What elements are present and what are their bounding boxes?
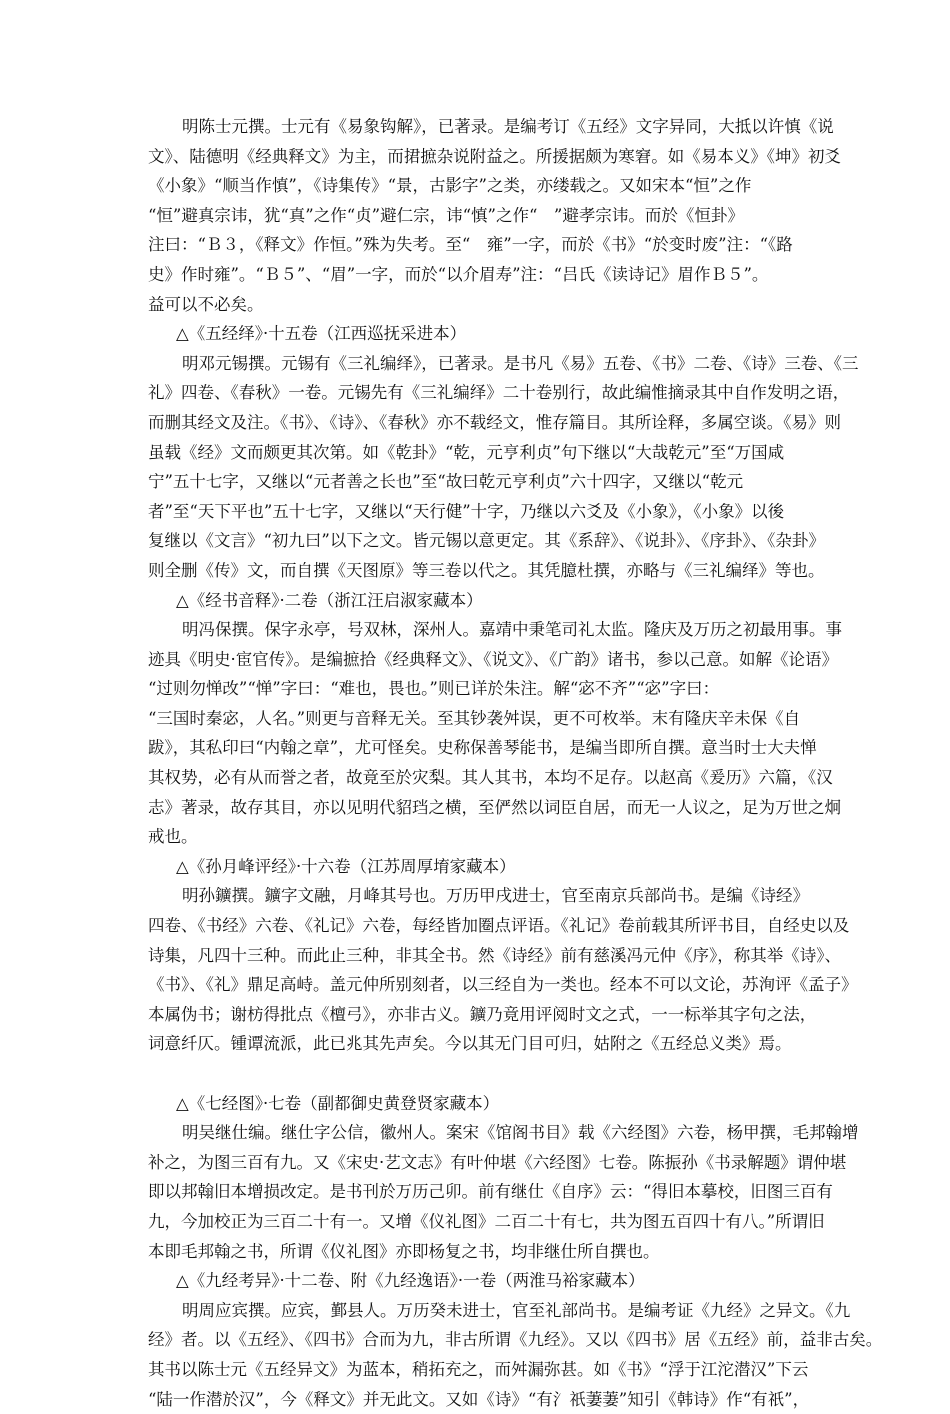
paragraph-line: 明邓元锡撰。元锡有《三礼编绎》，已著录。是书凡《易》五卷、《书》二卷、《诗》三卷、《三	[182, 353, 859, 373]
entry-heading: △《九经考异》·十二卷、附《九经逸语》·一卷（两淮马裕家藏本）	[176, 1271, 645, 1291]
paragraph-line: 益可以不必矣。	[148, 294, 264, 314]
paragraph-line: 戒也。	[148, 827, 198, 847]
paragraph-gap	[148, 1059, 808, 1089]
paragraph-line: 明陈士元撰。士元有《易象钩解》，已著录。是编考订《五经》文字异同，大抵以许慎《说	[182, 117, 834, 136]
paragraph-line: 注曰：“Ｂ３，《释文》作恒。”殊为失考。至“ 雍”一字，而於《书》“於变时废”注：“《路	[148, 235, 793, 255]
paragraph-line: 明周应宾撰。应宾，鄞县人。万历癸未进士，官至礼部尚书。是编考证《九经》之异文。《九	[182, 1300, 851, 1320]
paragraph-line: 其书以陈士元《五经异文》为蓝本，稍拓充之，而舛漏弥甚。如《书》“浮于江沱潜汉”下云	[148, 1359, 809, 1379]
paragraph-line: 志》著录，故存其目，亦以见明代貂珰之横，至俨然以词臣自居，而无一人议之，足为万世之炯	[148, 797, 841, 817]
paragraph-line: “恒”避真宗讳，犹“真”之作“贞”避仁宗，讳“慎”之作“ ”避孝宗讳。而於《恒卦》	[148, 205, 744, 225]
entry-paragraph	[148, 1296, 883, 1414]
paragraph-line: 经》者。以《五经》、《四书》合而为九，非古所谓《九经》。又以《四书》居《五经》前，益非古矣。	[148, 1330, 883, 1350]
paragraph-line: 礼》四卷、《春秋》一卷。元锡先有《三礼编绎》二十卷别行，故此编惟摘录其中自作发明之语，	[148, 383, 850, 403]
entry-heading: △《经书音释》·二卷（浙江汪启淑家藏本）	[176, 590, 483, 610]
paragraph-line: 而删其经文及注。《书》、《诗》、《春秋》亦不载经文，惟存篇目。其所诠释，多属空谈。《易》则	[148, 412, 841, 432]
paragraph-line: “陆一作潜於汉”，今《释文》并无此文。又如《诗》“有氵祇萋萋”知引《韩诗》作“有祇”，	[148, 1389, 810, 1409]
paragraph-line: 四卷、《书经》六卷、《礼记》六卷，每经皆加圈点评语。《礼记》卷前载其所评书目，自经史以及	[148, 916, 850, 936]
paragraph-line: 即以邦翰旧本增损改定。是书刊於万历己卯。前有继仕《自序》云：“得旧本摹校，旧图三百有	[148, 1182, 833, 1202]
paragraph-line: 九，今加校正为三百二十有一。又增《仪礼图》二百二十有七，共为图五百四十有八。”所谓旧	[148, 1211, 825, 1231]
paragraph-line: “过则勿惮改”“惮”字曰：“难也，畏也。”则已详於朱注。解“宓不齐”“宓”字曰：	[148, 679, 720, 699]
entry-paragraph	[148, 349, 859, 586]
paragraph-line: 《小象》“顺当作慎”，《诗集传》“景，古影字”之类，亦缕载之。又如宋本“恒”之作	[148, 176, 752, 196]
paragraph-line: 史》作时雍”。“Ｂ５”、“眉”一字，而於“以介眉寿”注：“吕氏《读诗记》眉作Ｂ５”。	[148, 264, 769, 284]
paragraph-line: 本属伪书；谢枋得批点《檀弓》，亦非古义。鑛乃竟用评阅时文之式，一一标举其字句之法，	[148, 1004, 817, 1024]
paragraph-line: 者”至“天下平也”五十七字，又继以“天行健”十字，乃继以六爻及《小象》，《小象》以後	[148, 501, 785, 521]
paragraph-line: “三国时秦宓，人名。”则更与音释无关。至其钞袭舛误，更不可枚举。末有隆庆辛未保《自	[148, 708, 801, 728]
document-page	[148, 112, 883, 1414]
entry-paragraph	[148, 1118, 859, 1266]
entry-paragraph	[148, 615, 842, 852]
paragraph-line: 明孙鑛撰。鑛字文融，月峰其号也。万历甲戌进士，官至南京兵部尚书。是编《诗经》	[182, 886, 809, 906]
paragraph-line: 则全删《传》文，而自撰《天图原》等三卷以代之。其凭臆杜撰，亦略与《三礼编绎》等也。	[148, 560, 825, 580]
paragraph-line: 补之，为图三百有九。又《宋史·艺文志》有叶仲堪《六经图》七卷。陈振孙《书录解题》谓仲堪	[148, 1152, 847, 1172]
paragraph-line: 其权势，必有从而誉之者，故竟至於灾梨。其人其书，本均不足存。以赵高《爰历》六篇，《汉	[148, 768, 833, 788]
paragraph-line: 《书》、《礼》鼎足高峙。盖元仲所别刻者，以三经自为一类也。经本不可以文论，苏洵评《孟子》	[148, 975, 858, 995]
paragraph-line: 明吴继仕编。继仕字公信，徽州人。案宋《馆阁书目》载《六经图》六卷，杨甲撰，毛邦翰增	[182, 1123, 859, 1143]
paragraph-line: 诗集，凡四十三种。而此止三种，非其全书。然《诗经》前有慈溪冯元仲《序》，称其举《诗》、	[148, 945, 841, 965]
paragraph-line: 虽载《经》文而颇更其次第。如《乾卦》“乾，元亨利贞”句下继以“大哉乾元”至“万国咸	[148, 442, 785, 462]
paragraph-line: 宁”五十七字，又继以“元者善之长也”至“故曰乾元亨利贞”六十四字，又继以“乾元	[148, 472, 744, 492]
entry-heading: △《七经图》·七卷（副都御史黄登贤家藏本）	[176, 1093, 500, 1113]
paragraph-line: 明冯保撰。保字永亭，号双林，深州人。嘉靖中秉笔司礼太监。隆庆及万历之初最用事。事	[182, 620, 842, 640]
entry-paragraph	[148, 112, 841, 319]
paragraph-line: 文》、陆德明《经典释文》为主，而捃摭杂说附益之。所援据颇为寒窘。如《易本义》《坤》初爻	[148, 146, 841, 166]
paragraph-line: 跋》，其私印曰“内翰之章”，尤可怪矣。史称保善琴能书，是编当即所自撰。意当时士大夫惮	[148, 738, 817, 758]
paragraph-line: 复继以《文言》“初九曰”以下之文。皆元锡以意更定。其《系辞》、《说卦》、《序卦》、《杂卦》	[148, 531, 825, 551]
paragraph-line: 迹具《明史·宦官传》。是编摭拾《经典释文》、《说文》、《广韵》诸书，参以己意。如解《论语》	[148, 649, 838, 669]
entry-heading: △《孙月峰评经》·十六卷（江苏周厚堉家藏本）	[176, 856, 516, 876]
paragraph-line: 本即毛邦翰之书，所谓《仪礼图》亦即杨复之书，均非继仕所自撰也。	[148, 1241, 660, 1261]
paragraph-line: 词意纤仄。锺谭流派，此已兆其先声矣。今以其无门目可归，姑附之《五经总义类》焉。	[148, 1034, 792, 1054]
entry-heading: △《五经绎》·十五卷（江西巡抚采进本）	[176, 324, 467, 344]
entry-paragraph	[148, 881, 858, 1059]
